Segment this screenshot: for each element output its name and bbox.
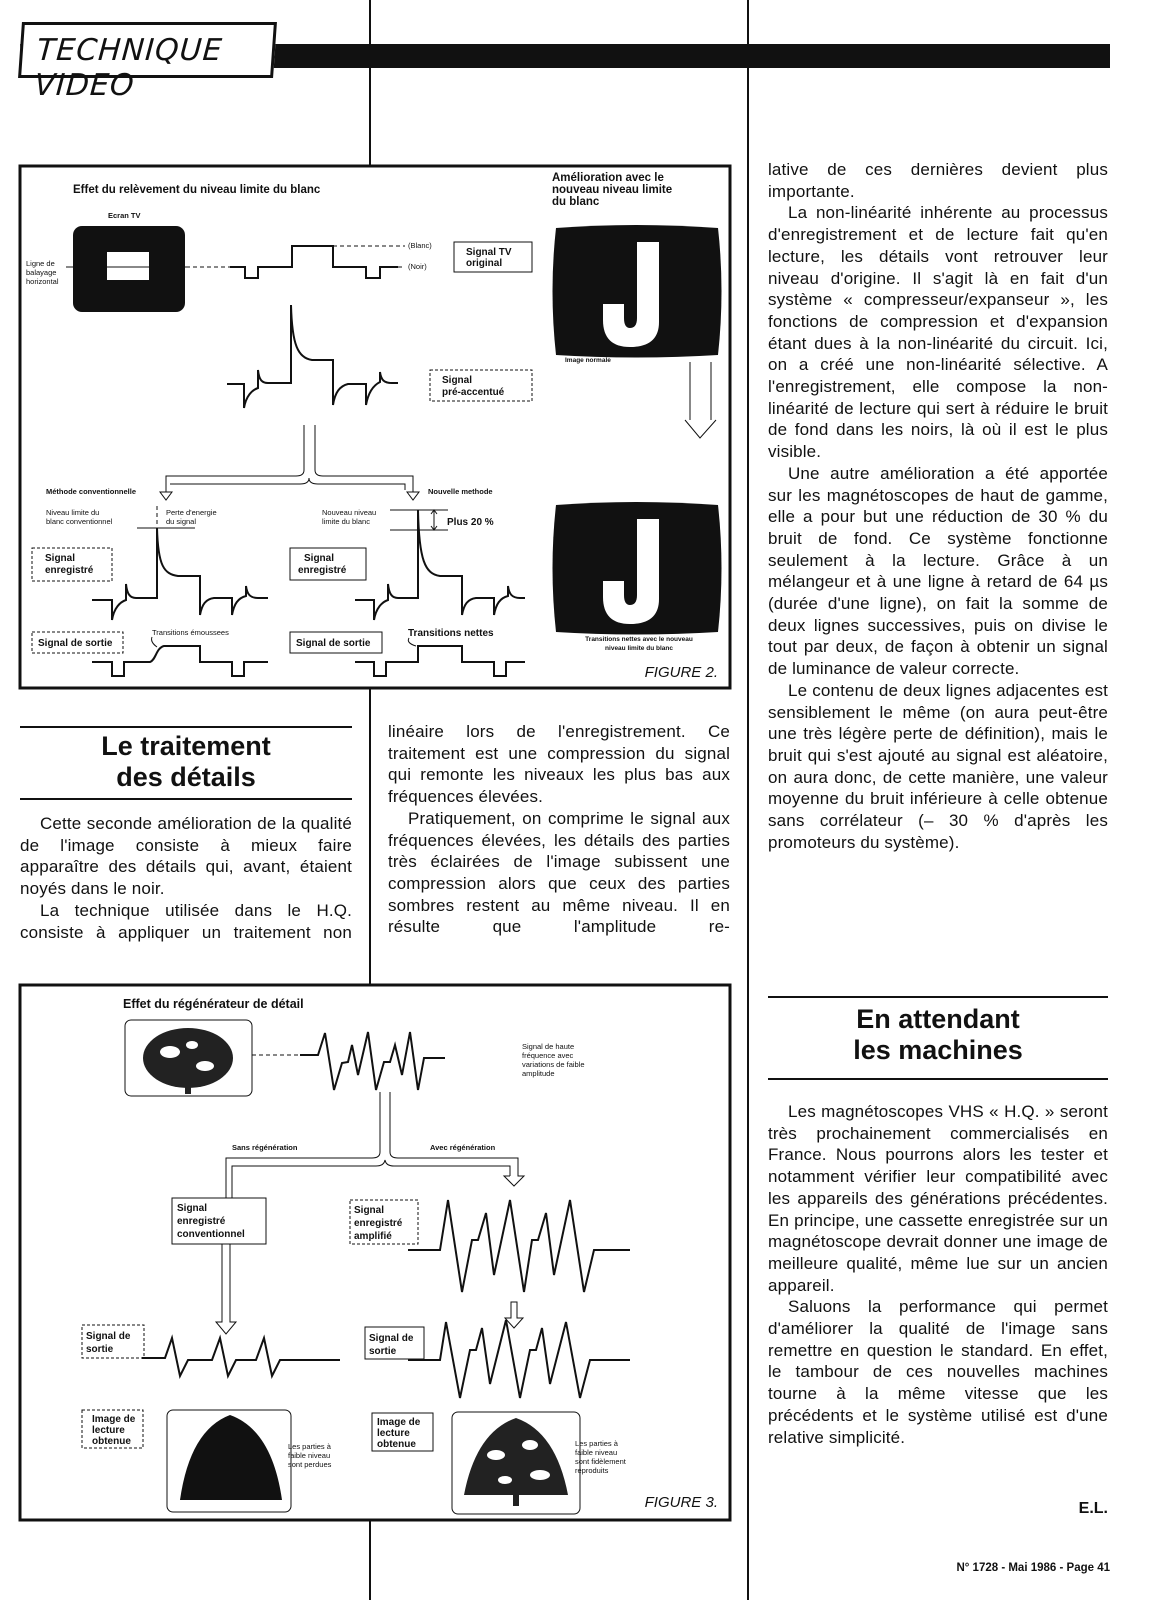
- scan-line-label: Ligne de: [26, 259, 55, 268]
- improvement-title: du blanc: [552, 196, 600, 208]
- scan-line-label: horizontal: [26, 277, 59, 286]
- heading-line: des détails: [116, 762, 256, 792]
- figure-2: [20, 166, 730, 688]
- output-label-right: sortie: [369, 1346, 397, 1357]
- improvement-title: Amélioration avec le: [552, 172, 664, 184]
- scan-line-label: balayage: [26, 268, 57, 277]
- kept-label: sont fidèlement: [575, 1457, 626, 1466]
- image-label-right: lecture: [377, 1428, 410, 1439]
- conv-recorded-label: conventionnel: [177, 1229, 245, 1240]
- energy-loss-label: du signal: [166, 517, 197, 526]
- sharp-caption: Transitions nettes avec le nouveau: [585, 636, 693, 643]
- output-label-2: Signal de sortie: [296, 638, 371, 649]
- improvement-title: nouveau niveau limite: [552, 184, 673, 196]
- kept-label: faible niveau: [575, 1448, 618, 1457]
- amp-recorded-label: enregistré: [354, 1218, 403, 1229]
- paragraph: Saluons la performance qui permet d'améliorer la qualité de l'image sans remettre en question le standard. En effet, le tambour de ces nouvelles machines tourne à la même vitesse que les précédents et le système utilisé est d'une relative simplicité.: [768, 1297, 1108, 1447]
- paragraph: Les magnétoscopes VHS « H.Q. » seront très prochainement commercialisés en France. Nous pourrons alors les tester et notamment vérifier leur compatibilité avec les appareils des générations précédentes. En principe, une cassette enregistrée sur un magnétoscope devrait donner une image de meilleure qualité, même lue sur un ancien appareil.: [768, 1102, 1108, 1295]
- amp-recorded-label: amplifié: [354, 1231, 392, 1242]
- sharp-transitions-label: Transitions nettes: [408, 628, 494, 639]
- tree-image-lost-icon: [167, 1410, 291, 1512]
- output-label-1: Signal de sortie: [38, 638, 113, 649]
- conv-recorded-label: Signal: [177, 1203, 208, 1214]
- output-label-left: Signal de: [86, 1331, 131, 1342]
- figure2-title: Effet du relèvement du niveau limite du blanc: [73, 184, 321, 196]
- preemph-label: Signal: [442, 375, 473, 386]
- paragraph: Le contenu de deux lignes adjacentes est sensiblement le même (on aura peut-être une très légère perte de définition), mais le bruit qui s'est ajouté au signal est aléatoire, on aura donc, de cette manière, une valeur moyenne du bruit inférieure à celle obtenue sans corrélateur (– 30 % d'après les promoteurs du système).: [768, 680, 1108, 852]
- paragraph: linéaire lors de l'enregistrement. Ce traitement est une compression du signal qui remonte les niveaux les plus bas aux fréquences élevées.: [388, 722, 730, 807]
- left-column-text: [20, 813, 352, 943]
- lost-label: faible niveau: [288, 1451, 331, 1460]
- middle-column-text: [388, 721, 730, 938]
- normal-image-caption: Image normale: [565, 357, 611, 364]
- tree-image-kept-icon: [452, 1412, 580, 1514]
- blunt-transitions-label: Transitions émoussees: [152, 628, 229, 637]
- author-signature: E.L.: [1078, 1500, 1108, 1517]
- hf-label: variations de faible: [522, 1060, 585, 1069]
- kept-label: Les parties à: [575, 1439, 618, 1448]
- kept-label: reproduits: [575, 1466, 609, 1475]
- noir-label: (Noir): [408, 262, 427, 271]
- section-heading-machines: [768, 996, 1108, 1080]
- figure-3: [20, 985, 730, 1520]
- tree-image-icon: [125, 1020, 252, 1096]
- new-level-label: Nouveau niveau: [322, 508, 377, 517]
- hf-label: amplitude: [522, 1069, 555, 1078]
- without-regen-label: Sans régénération: [232, 1143, 298, 1152]
- recorded-label: enregistré: [298, 565, 347, 576]
- heading-line: En attendant: [856, 1004, 1020, 1034]
- conv-recorded-label: enregistré: [177, 1216, 226, 1227]
- amp-recorded-label: Signal: [354, 1205, 385, 1216]
- image-label-right: obtenue: [377, 1439, 416, 1450]
- paragraph: Une autre amélioration a été apportée sur les magnétoscopes de haut de gamme, elle a pour but une réduction de 30 % du bruit de fond. Ce système fonctionne seulement à la lecture. Grâce à un mélangeur et à une ligne à retard de 64 µs (durée d'une ligne), on fait la somme de deux lignes successives, puis on divise le tout par deux, de façon à obtenir un signal de luminance de valeur correcte.: [768, 463, 1108, 679]
- preemph-label: pré-accentué: [442, 387, 505, 398]
- recorded-label: enregistré: [45, 565, 94, 576]
- figure3-title: Effet du régénérateur de détail: [123, 997, 304, 1011]
- original-signal-label: Signal TV: [466, 247, 512, 258]
- blanc-label: (Blanc): [408, 241, 432, 250]
- new-method-label: Nouvelle methode: [428, 487, 493, 496]
- image-label-left: obtenue: [92, 1436, 131, 1447]
- paragraph: La technique utilisée dans le H.Q. consiste à appliquer un traitement non: [20, 900, 352, 942]
- sharp-caption: niveau limite du blanc: [605, 645, 673, 652]
- screen-label: Ecran TV: [108, 211, 141, 220]
- recorded-label: Signal: [45, 553, 76, 564]
- hf-label: Signal de haute: [522, 1042, 575, 1051]
- output-label-left: sortie: [86, 1344, 114, 1355]
- paragraph: lative de ces dernières devient plus importante.: [768, 160, 1108, 201]
- right-column-text-2: [768, 1101, 1108, 1448]
- right-column-text: [768, 159, 1108, 854]
- output-label-right: Signal de: [369, 1333, 414, 1344]
- lost-label: sont perdues: [288, 1460, 332, 1469]
- original-signal-label: original: [466, 258, 503, 269]
- conv-level-label: Niveau limite du: [46, 508, 100, 517]
- hf-label: fréquence avec: [522, 1051, 574, 1060]
- with-regen-label: Avec régénération: [430, 1143, 496, 1152]
- lost-label: Les parties à: [288, 1442, 331, 1451]
- plus-20-label: Plus 20 %: [447, 517, 494, 528]
- image-label-left: Image de: [92, 1414, 136, 1425]
- figure3-label: FIGURE 3.: [644, 1494, 718, 1511]
- figure2-label: FIGURE 2.: [644, 664, 718, 681]
- heading-line: Le traitement: [101, 731, 271, 761]
- section-title: TECHNIQUE VIDEO: [33, 33, 224, 103]
- section-heading-details: [20, 726, 352, 800]
- recorded-label: Signal: [304, 553, 335, 564]
- paragraph: Pratiquement, on comprime le signal aux fréquences élevées, les détails des parties très éclairées de l'image subissent une compression alors que ceux des parties sombres restent au même niveau. Il en résulte que l'amplitude re-: [388, 808, 730, 937]
- conv-level-label: blanc conventionnel: [46, 517, 113, 526]
- paragraph: Cette seconde amélioration de la qualité de l'image consiste à mieux faire apparaître des détails qui, avant, étaient noyés dans le noir.: [20, 814, 352, 899]
- heading-line: les machines: [853, 1035, 1023, 1065]
- new-level-label: limite du blanc: [322, 517, 370, 526]
- image-label-left: lecture: [92, 1425, 125, 1436]
- image-label-right: Image de: [377, 1417, 421, 1428]
- energy-loss-label: Perte d'energie: [166, 508, 217, 517]
- conventional-method-label: Méthode conventionnelle: [46, 487, 137, 496]
- page-footer: N° 1728 - Mai 1986 - Page 41: [956, 1562, 1110, 1574]
- paragraph: La non-linéarité inhérente au processus d'enregistrement et de lecture fait qu'en lecture, les détails vont retrouver leur niveau d'origine. Il s'agit là en fait d'un système « compresseur/expanseur », les fonctions de compression et d'expansion étant dues à la non-linéarité du circuit. Ici, on a créé une non-linéarité sélective. A l'enregistrement, elle compose la non-linéarité de lecture qui sert à réduire le bruit de fond dans les noirs, là où il est le plus visible.: [768, 203, 1108, 462]
